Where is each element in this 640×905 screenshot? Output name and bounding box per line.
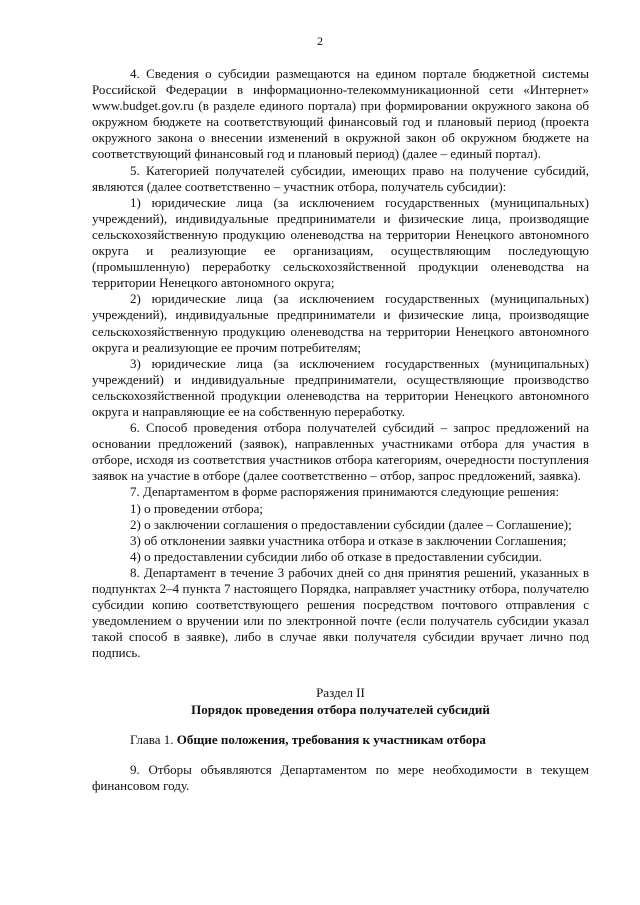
paragraph-4: 4. Сведения о субсидии размещаются на едином портале бюджетной системы Российской Федерации в информационно-телекоммуникационной сети «Интернет» www.budget.gov.ru (в разделе единого портала) при формировании окружного закона об окружном бюджете на соответствующий финансовый год и плановый период (проекта окружного закона о внесении изменений в окружной закон об окружном бюджете на соответствующий финансовый год и плановый период) (далее – единый портал). — [92, 66, 589, 162]
paragraph-5-3: 3) юридические лица (за исключением государственных (муниципальных) учреждений) и индивидуальные предприниматели, осуществляющие производство сельскохозяйственной продукции оленеводства на территории Ненецкого автономного округа и направляющие ее на собственную переработку. — [92, 355, 589, 419]
chapter-prefix: Глава 1. — [130, 731, 177, 747]
paragraph-7-3: 3) об отклонении заявки участника отбора и отказе в заключении Соглашения; — [130, 532, 567, 548]
paragraph-6: 6. Способ проведения отбора получателей субсидий – запрос предложений на основании предложений (заявок), направленных участниками отбора для участия в отборе, исходя из соответствия участников отбора категориям, очередности поступления заявок на участие в отборе (далее соответственно – отбор, запрос предложений, заявка). — [92, 420, 589, 484]
spacer — [92, 718, 589, 732]
section-title: Порядок проведения отбора получателей субсидий — [191, 701, 490, 717]
paragraph-5: 5. Категорией получателей субсидии, имеющих право на получение субсидий, являются (далее соответственно – участник отбора, получатель субсидии): — [92, 162, 589, 194]
paragraph-5-1: 1) юридические лица (за исключением государственных (муниципальных) учреждений), индивидуальные предприниматели и физические лица, производящие сельскохозяйственную продукцию оленеводства на территории Ненецкого автономного округа и реализующие ее организациям, осуществляющим последующую (промышленную) переработку сельскохозяйственной продукции оленеводства на территории Ненецкого автономного округа; — [92, 194, 589, 291]
page-number: 2 — [317, 34, 323, 48]
chapter-heading — [92, 732, 589, 748]
paragraph-7: 7. Департаментом в форме распоряжения принимаются следующие решения: — [130, 484, 560, 500]
spacer — [92, 748, 589, 762]
paragraph-9: 9. Отборы объявляются Департаментом по мере необходимости в текущем финансовом году. — [92, 761, 589, 793]
paragraph-7-4: 4) о предоставлении субсидии либо об отказе в предоставлении субсидии. — [130, 548, 542, 564]
chapter-title: Общие положения, требования к участникам отбора — [176, 731, 486, 747]
paragraph-7-1: 1) о проведении отбора; — [130, 500, 263, 516]
section-label: Раздел II — [316, 685, 365, 701]
paragraph-5-2: 2) юридические лица (за исключением государственных (муниципальных) учреждений), индивидуальные предприниматели и физические лица, производящие сельскохозяйственную продукцию оленеводства на территории Ненецкого автономного округа и реализующие ее прочим потребителям; — [92, 291, 589, 355]
spacer — [92, 661, 589, 675]
paragraph-8: 8. Департамент в течение 3 рабочих дней со дня принятия решений, указанных в подпунктах 2–4 пункта 7 настоящего Порядка, направляет участнику отбора, получателю субсидии копию соответствующего решения посредством почтового отправления с уведомлением о вручении или по электронной почте (если получатель субсидии указал такой способ в заявке), либо в случае явки получателя субсидии вручает лично под подпись. — [92, 564, 589, 661]
document-body — [92, 66, 589, 794]
spacer — [92, 675, 589, 685]
paragraph-7-2: 2) о заключении соглашения о предоставлении субсидии (далее – Соглашение); — [130, 516, 572, 532]
